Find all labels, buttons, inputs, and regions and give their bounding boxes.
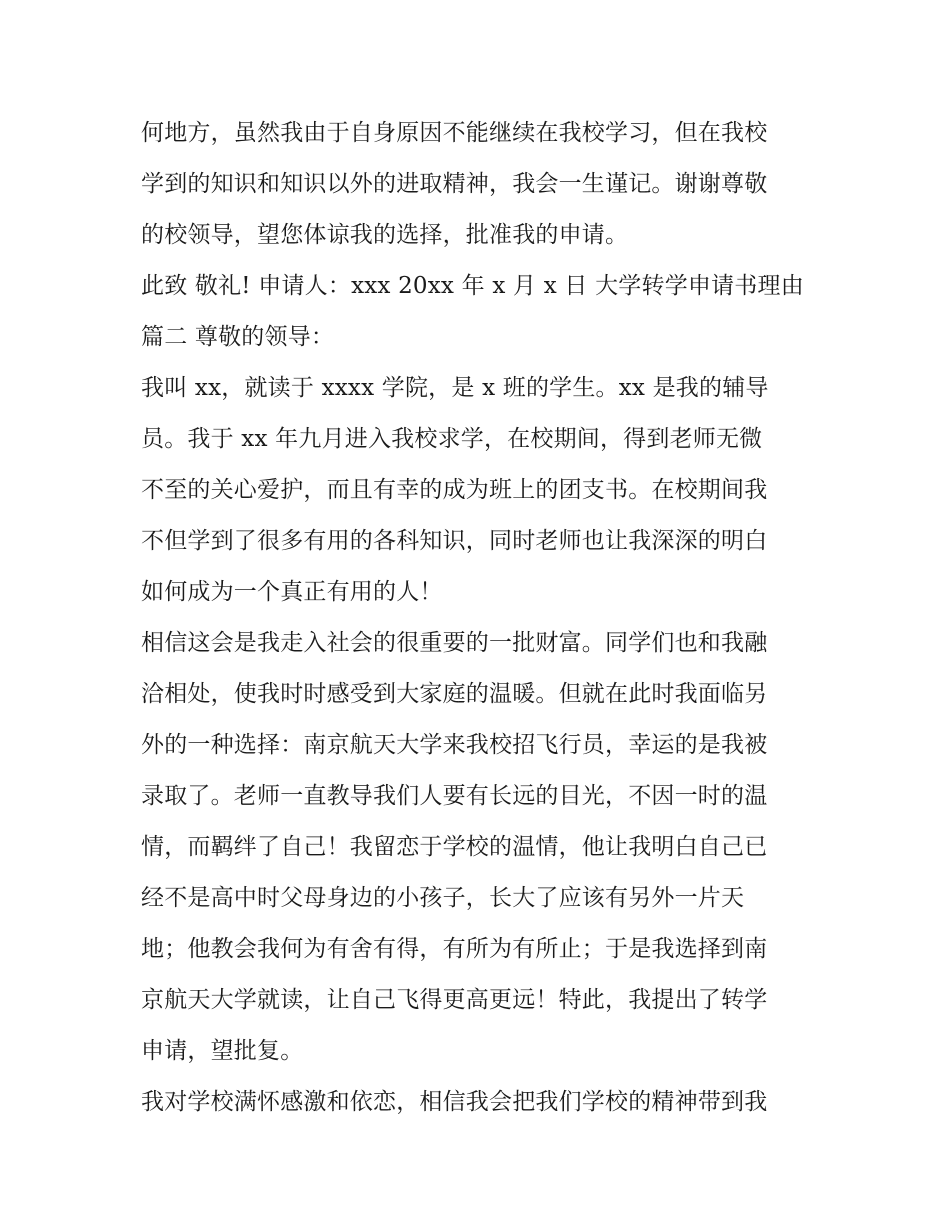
text-line: 录取了。老师一直教导我们人要有长远的目光，不因一时的温 [141, 783, 768, 809]
text-line: 我叫 xx，就读于 xxxx 学院，是 x 班的学生。xx 是我的辅导 [141, 375, 769, 401]
text-line: 相信这会是我走入社会的很重要的一批财富。同学们也和我融 [141, 630, 768, 656]
text-line: 情，而羁绊了自己！我留恋于学校的温情，他让我明白自己已 [141, 834, 768, 860]
closing-line: 此致 敬礼! 申请人：xxx 20xx 年 x 月 x 日 大学转学申请书理由 [141, 273, 804, 299]
text-line: 员。我于 xx 年九月进入我校求学，在校期间，得到老师无微 [141, 426, 763, 452]
text-line: 申请，望批复。 [141, 1038, 304, 1064]
text-line: 外的一种选择：南京航天大学来我校招飞行员，幸运的是我被 [141, 732, 768, 758]
text-line: 学到的知识和知识以外的进取精神，我会一生谨记。谢谢尊敬 [141, 171, 768, 197]
text-line: 的校领导，望您体谅我的选择，批准我的申请。 [141, 222, 629, 248]
text-line: 我对学校满怀感激和依恋，相信我会把我们学校的精神带到我 [141, 1089, 768, 1115]
text-line: 不但学到了很多有用的各科知识，同时老师也让我深深的明白 [141, 528, 768, 554]
text-line: 经不是高中时父母身边的小孩子，长大了应该有另外一片天 [141, 885, 745, 911]
text-line: 如何成为一个真正有用的人！ [141, 579, 443, 605]
text-line: 地；他教会我何为有舍有得，有所为有所止；于是我选择到南 [141, 936, 768, 962]
document-body [141, 108, 813, 1128]
section-heading-line: 篇二 尊敬的领导： [141, 324, 335, 350]
text-line: 不至的关心爱护，而且有幸的成为班上的团支书。在校期间我 [141, 477, 768, 503]
text-line: 何地方，虽然我由于自身原因不能继续在我校学习，但在我校 [141, 120, 768, 146]
text-line: 洽相处，使我时时感受到大家庭的温暖。但就在此时我面临另 [141, 681, 768, 707]
text-line: 京航天大学就读，让自己飞得更高更远！特此，我提出了转学 [141, 987, 768, 1013]
